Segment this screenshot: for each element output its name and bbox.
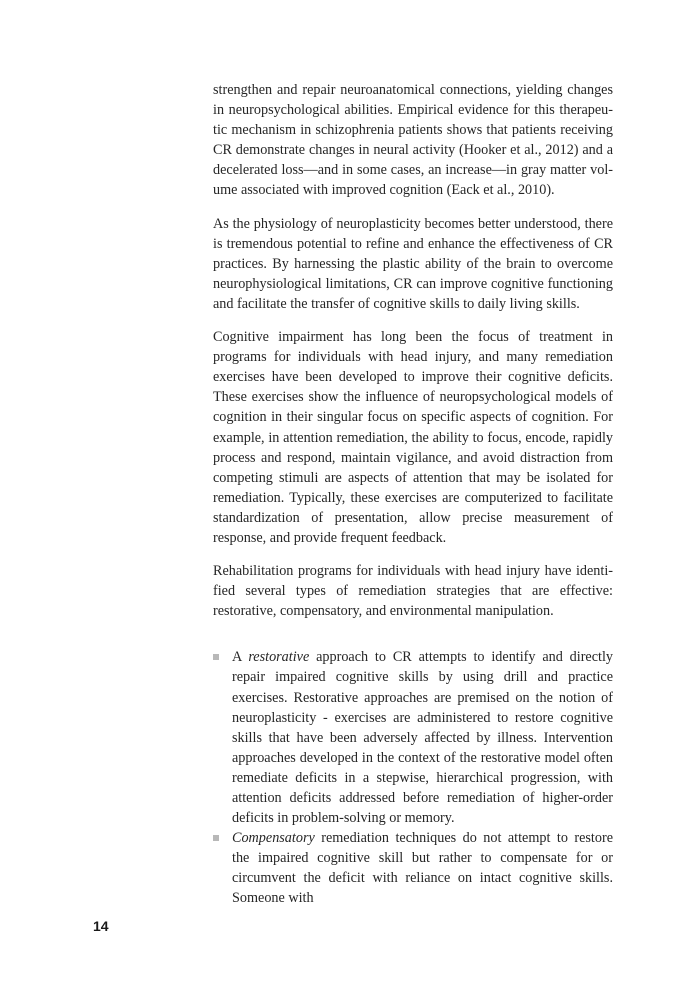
strategy-bullet-list [213, 647, 613, 908]
paragraph-3: Cognitive impairment has long been the focus of treatment in programs for individuals with head injury, and many remediation exercises have been developed to improve their cognitive deficits. These exercises show the influence of neuropsychological models of cognition in their singular focus on specific aspects of cognition. For example, in attention remediation, the ability to focus, encode, rapidly process and respond, maintain vigilance, and avoid distraction from competing stimuli are aspects of attention that may be isolated for remediation. Typically, these exercises are computerized to facilitate standardization of presentation, allow precise measurement of response, and provide frequent feedback. [213, 329, 613, 546]
paragraph-4: Rehabilitation programs for individuals with head injury have identified several types of remediation strategies that are effective: restorative, compensatory, and environmental manipulation. [213, 563, 613, 620]
bullet-lead: A [232, 649, 249, 666]
square-bullet-icon [213, 835, 219, 841]
page-number: 14 [93, 918, 109, 934]
bullet-text: approach to CR attempts to identify and directly repair impaired cognitive skills by using drill and practice exercises. Restorative approaches are premised on the notion of neuroplasticity - exercises are administered to restore cognitive skills that have been adversely affected by illness. Intervention approaches developed in the context of the restorative model often remediate deficits in a stepwise, hierarchical progression, with attention deficits addressed before remediation of higher-order deficits in problem-solving or memory. [232, 649, 613, 827]
paragraph-2: As the physiology of neuroplasticity becomes better understood, there is tremendous potential to refine and enhance the effectiveness of CR practices. By harnessing the plastic ability of the brain to overcome neurophysiological limitations, CR can improve cognitive functioning and facilitate the transfer of cognitive skills to daily living skills. [213, 215, 613, 312]
paragraph-1: strengthen and repair neuroanatomical connections, yielding changes in neuropsychological abilities. Empirical evidence for this therapeutic mechanism in schizophrenia patients shows that patients receiving CR demonstrate changes in neural activity (Hooker et al., 2012) and a decelerated loss—and in some cases, an increase—in gray matter volume associated with improved cognition (Eack et al., 2010). [213, 82, 613, 199]
bullet-emphasis: Compensatory [232, 830, 315, 847]
list-item [213, 647, 613, 828]
bullet-text: remediation techniques do not attempt to restore the impaired cognitive skill but rather to compensate for or circumvent the deficit with reliance on intact cognitive skills. Someone with [232, 830, 613, 907]
square-bullet-icon [213, 654, 219, 660]
list-item [213, 828, 613, 908]
body-text-column [213, 80, 613, 909]
bullet-emphasis: restorative [248, 649, 310, 666]
